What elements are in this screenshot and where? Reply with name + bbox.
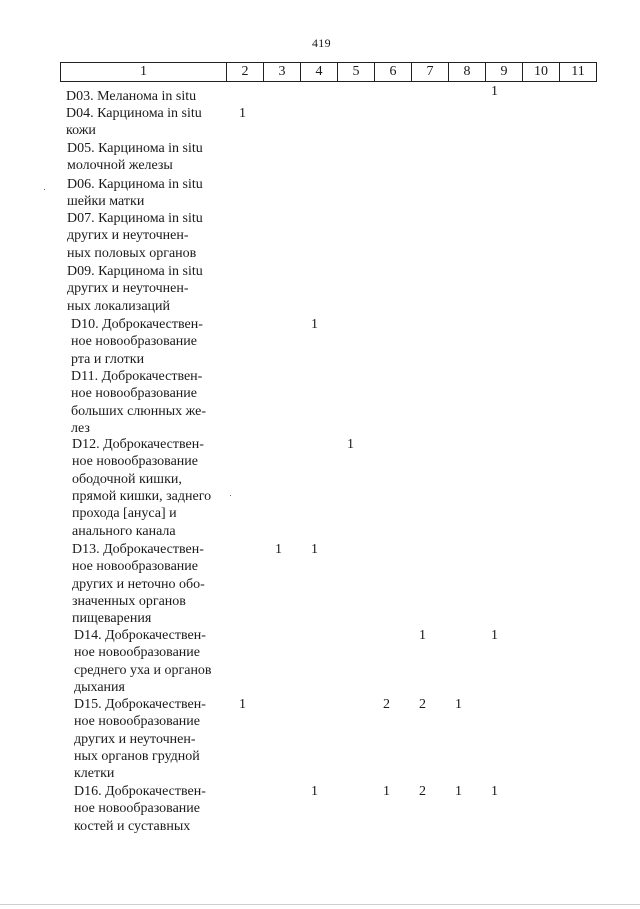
diagnosis-label-line: дыхания	[74, 679, 125, 695]
column-header-7: 7	[412, 63, 449, 82]
scan-speck	[230, 495, 231, 496]
count-col-9: 1	[491, 784, 498, 799]
diagnosis-label-line: прохода [ануса] и	[72, 506, 177, 522]
diagnosis-code-label: D04. Карцинома in situ	[66, 106, 202, 121]
diagnosis-code-label: D09. Карцинома in situ	[67, 264, 203, 279]
column-header-3: 3	[264, 63, 301, 82]
diagnosis-label-line: других и неуточнен-	[67, 281, 189, 297]
diagnosis-code-label: D07. Карцинома in situ	[67, 211, 203, 226]
diagnosis-label-line: молочной железы	[67, 158, 173, 174]
count-col-2: 1	[239, 697, 246, 712]
count-col-6: 1	[383, 784, 390, 799]
page-number: 419	[312, 36, 331, 50]
diagnosis-label-line: среднего уха и органов	[74, 662, 212, 678]
count-col-5: 1	[347, 437, 354, 452]
diagnosis-label-line: лез	[71, 420, 90, 436]
diagnosis-label-line: ное новообразование	[74, 801, 201, 817]
count-col-7: 2	[419, 697, 426, 712]
diagnosis-label-line: ное новообразование	[74, 645, 201, 661]
count-col-4: 1	[311, 542, 318, 557]
diagnosis-label-line: других и неуточнен-	[67, 228, 189, 244]
diagnosis-code-label: D11. Доброкачествен-	[71, 369, 203, 384]
column-header-5: 5	[338, 63, 375, 82]
diagnosis-label-line: анального канала	[72, 523, 176, 539]
column-header-1: 1	[61, 63, 227, 82]
diagnosis-label-line: ных половых органов	[67, 245, 197, 261]
diagnosis-code-label: D12. Доброкачествен-	[72, 437, 204, 452]
diagnosis-label-line: костей и суставных	[74, 818, 191, 834]
diagnosis-label-line: пищеварения	[72, 611, 152, 627]
count-col-2: 1	[239, 106, 246, 121]
count-col-9: 1	[491, 84, 498, 99]
column-header-10: 10	[523, 63, 560, 82]
diagnosis-label-line: ное новообразование	[72, 454, 199, 470]
column-header-9: 9	[486, 63, 523, 82]
diagnosis-label-line: кожи	[66, 123, 96, 139]
diagnosis-label-line: других и неточно обо-	[72, 576, 205, 592]
diagnosis-code-label: D16. Доброкачествен-	[74, 784, 206, 799]
diagnosis-label-line: клетки	[74, 766, 115, 782]
diagnosis-label-line: ное новообразование	[74, 714, 201, 730]
column-header-2: 2	[227, 63, 264, 82]
count-col-8: 1	[455, 784, 462, 799]
count-col-9: 1	[491, 628, 498, 643]
diagnosis-label-line: ободочной кишки,	[72, 471, 182, 487]
column-header-8: 8	[449, 63, 486, 82]
diagnosis-label-line: ное новообразование	[71, 334, 198, 350]
diagnosis-label-line: значенных органов	[72, 593, 186, 609]
diagnosis-label-line: рта и глотки	[71, 351, 145, 367]
diagnosis-code-label: D14. Доброкачествен-	[74, 628, 206, 643]
count-col-8: 1	[455, 697, 462, 712]
count-col-4: 1	[311, 784, 318, 799]
header-row	[61, 63, 597, 82]
diagnosis-label-line: ных органов грудной	[74, 748, 200, 764]
column-header-4: 4	[301, 63, 338, 82]
column-header-11: 11	[560, 63, 597, 82]
scan-speck	[44, 189, 45, 190]
diagnosis-label-line: прямой кишки, заднего	[72, 488, 212, 504]
count-col-3: 1	[275, 542, 282, 557]
diagnosis-code-label: D13. Доброкачествен-	[72, 542, 204, 557]
diagnosis-code-label: D05. Карцинома in situ	[67, 141, 203, 156]
diagnosis-code-label: D03. Меланома in situ	[66, 89, 197, 104]
diagnosis-label-line: шейки матки	[67, 194, 145, 210]
column-header-6: 6	[375, 63, 412, 82]
scan-edge	[0, 904, 640, 905]
diagnosis-label-line: других и неуточнен-	[74, 731, 196, 747]
count-col-4: 1	[311, 317, 318, 332]
diagnosis-label-line: больших слюнных же-	[71, 403, 206, 419]
count-col-7: 2	[419, 784, 426, 799]
count-col-7: 1	[419, 628, 426, 643]
diagnosis-code-label: D10. Доброкачествен-	[71, 317, 203, 332]
diagnosis-code-label: D15. Доброкачествен-	[74, 697, 206, 712]
count-col-6: 2	[383, 697, 390, 712]
column-header-table	[60, 62, 597, 82]
diagnosis-label-line: ное новообразование	[72, 559, 199, 575]
diagnosis-label-line: ных локализаций	[67, 298, 171, 314]
diagnosis-label-line: ное новообразование	[71, 386, 198, 402]
diagnosis-code-label: D06. Карцинома in situ	[67, 177, 203, 192]
